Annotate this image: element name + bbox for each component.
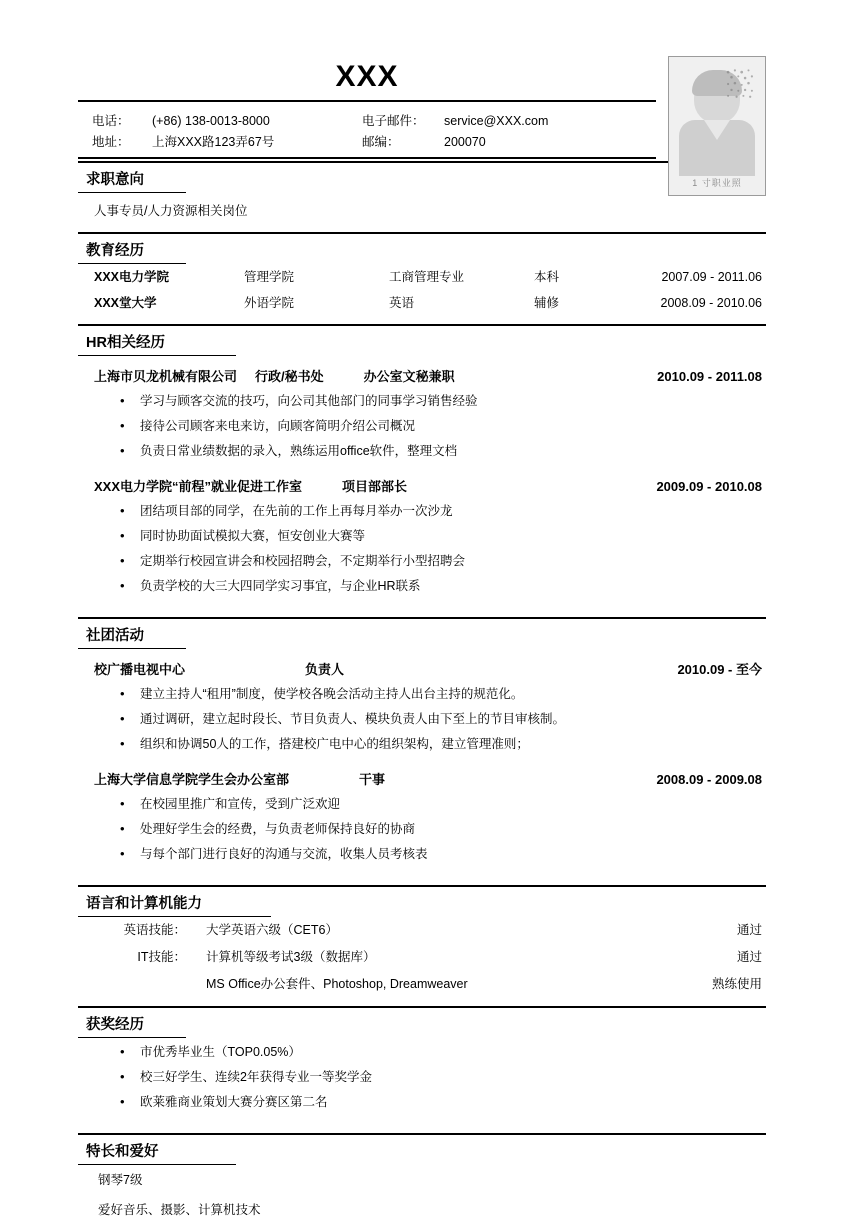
education-date: 2007.09 - 2011.06 — [661, 270, 762, 284]
hr-experience-head — [78, 324, 766, 356]
awards-title: 获奖经历 — [78, 1011, 186, 1038]
list-item: • 在校园里推广和宣传，受到广泛欢迎 — [120, 792, 766, 817]
education-school: XXX电力学院 — [94, 270, 170, 284]
education-degree: 辅修 — [534, 296, 560, 310]
education-degree: 本科 — [534, 270, 560, 284]
skill-value: 大学英语六级（CET6） — [206, 923, 338, 937]
phone-label: 电话： — [92, 114, 130, 128]
skill-label: IT技能： — [137, 950, 186, 964]
list-item: • 组织和协调50人的工作，搭建校广电中心的组织架构，建立管理准则； — [120, 732, 766, 757]
phone-value: (+86) 138-0013-8000 — [152, 114, 270, 128]
club-activities-title: 社团活动 — [78, 622, 186, 649]
skill-value: MS Office办公套件、Photoshop, Dreamweaver — [206, 977, 468, 991]
job-department: 行政/秘书处 — [255, 369, 324, 384]
table-row — [78, 264, 766, 290]
table-row — [78, 917, 766, 944]
contact-row-phone — [78, 111, 656, 132]
email-value: service@XXX.com — [444, 114, 549, 128]
job-header — [78, 356, 766, 387]
education-major: 英语 — [389, 296, 415, 310]
job-header — [78, 649, 766, 680]
list-item: • 学习与顾客交流的技巧，向公司其他部门的同事学习销售经验 — [120, 389, 766, 414]
address-value: 上海XXX路123弄67号 — [152, 135, 275, 149]
club-activities-head — [78, 617, 766, 649]
table-row — [78, 290, 766, 316]
table-row — [78, 944, 766, 971]
job-date: 2010.09 - 至今 — [677, 662, 762, 677]
skills-title: 语言和计算机能力 — [78, 890, 271, 917]
status-badge: 通过 — [736, 923, 762, 937]
section-club-activities — [78, 617, 766, 867]
awards-head — [78, 1006, 766, 1038]
table-row — [78, 971, 766, 998]
skill-label: 英语技能： — [123, 923, 186, 937]
address-label: 地址： — [92, 135, 130, 149]
job-role: 负责人 — [305, 662, 345, 677]
objective-head — [78, 161, 766, 193]
list-item: • 负责日常业绩数据的录入，熟练运用office软件，整理文档 — [120, 439, 766, 464]
hobby-line: 钢琴7级 — [98, 1173, 143, 1187]
photo-placeholder — [668, 56, 766, 196]
email-label: 电子邮件： — [362, 114, 425, 128]
avatar-collar-icon — [704, 120, 730, 140]
job-date: 2009.09 - 2010.08 — [656, 479, 762, 494]
job-date: 2008.09 - 2009.08 — [656, 772, 762, 787]
section-skills — [78, 885, 766, 998]
job-organization: 上海市贝龙机械有限公司 — [94, 369, 238, 384]
section-hr-experience — [78, 324, 766, 599]
section-objective — [78, 161, 766, 224]
skills-head — [78, 885, 766, 917]
list-item: • 通过调研，建立起时段长、节目负责人、模块负责人由下至上的节目审核制。 — [120, 707, 766, 732]
contact-row-address — [78, 132, 656, 153]
objective-title: 求职意向 — [78, 166, 186, 193]
education-school: XXX堂大学 — [94, 296, 157, 310]
hobbies-title: 特长和爱好 — [78, 1138, 236, 1165]
zip-label: 邮编： — [362, 135, 400, 149]
page-title: XXX — [335, 60, 399, 93]
zip-value: 200070 — [444, 135, 486, 149]
section-hobbies — [78, 1133, 766, 1225]
job-organization: 校广播电视中心 — [94, 662, 186, 677]
skill-value: 计算机等级考试3级（数据库） — [206, 950, 376, 964]
job-role: 干事 — [359, 772, 386, 787]
list-item: • 定期举行校园宣讲会和校园招聘会，不定期举行小型招聘会 — [120, 549, 766, 574]
hobby-line: 爱好音乐、摄影、计算机技术 — [98, 1203, 261, 1217]
job-header — [78, 759, 766, 790]
hobbies-head — [78, 1133, 766, 1165]
list-item: • 处理好学生会的经费，与负责老师保持良好的协商 — [120, 817, 766, 842]
job-organization: XXX电力学院“前程”就业促进工作室 — [94, 479, 303, 494]
list-item: • 校三好学生、连续2年获得专业一等奖学金 — [120, 1065, 766, 1090]
job-bullets — [78, 682, 766, 757]
list-item: • 建立主持人“租用”制度，使学校各晚会活动主持人出台主持的规范化。 — [120, 682, 766, 707]
list-item: • 市优秀毕业生（TOP0.05%） — [120, 1040, 766, 1065]
job-bullets — [78, 792, 766, 867]
contact-block — [78, 102, 656, 159]
job-role: 办公室文秘兼职 — [363, 369, 455, 384]
list-item: • 欧莱雅商业策划大赛分赛区第二名 — [120, 1090, 766, 1115]
list-item: • 同时协助面试模拟大赛，恒安创业大赛等 — [120, 524, 766, 549]
photo-caption: 1 寸职业照 — [692, 178, 742, 188]
list-item: • 团结项目部的同学，在先前的工作上再每月举办一次沙龙 — [120, 499, 766, 524]
job-date: 2010.09 - 2011.08 — [657, 369, 762, 384]
awards-bullets — [78, 1040, 766, 1115]
education-college: 外语学院 — [244, 296, 295, 310]
skill-label — [94, 971, 206, 998]
list-item: • 接待公司顾客来电来访，向顾客简明介绍公司概况 — [120, 414, 766, 439]
job-role: 项目部部长 — [342, 479, 408, 494]
job-organization: 上海大学信息学院学生会办公室部 — [94, 772, 290, 787]
objective-text: 人事专员/人力资源相关岗位 — [94, 204, 248, 218]
job-bullets — [78, 499, 766, 599]
halftone-dots-icon — [723, 67, 757, 101]
status-badge: 通过 — [736, 950, 762, 964]
education-date: 2008.09 - 2010.06 — [660, 296, 762, 310]
job-bullets — [78, 389, 766, 464]
avatar-body-icon — [679, 120, 755, 176]
job-header — [78, 466, 766, 497]
education-head — [78, 232, 766, 264]
list-item: • 与每个部门进行良好的沟通与交流，收集人员考核表 — [120, 842, 766, 867]
section-education — [78, 232, 766, 316]
education-college: 管理学院 — [244, 270, 295, 284]
education-major: 工商管理专业 — [389, 270, 465, 284]
section-awards — [78, 1006, 766, 1115]
status-badge: 熟练使用 — [711, 977, 762, 991]
list-item: • 负责学校的大三大四同学实习事宜，与企业HR联系 — [120, 574, 766, 599]
education-title: 教育经历 — [78, 237, 186, 264]
hr-experience-title: HR相关经历 — [78, 329, 236, 356]
